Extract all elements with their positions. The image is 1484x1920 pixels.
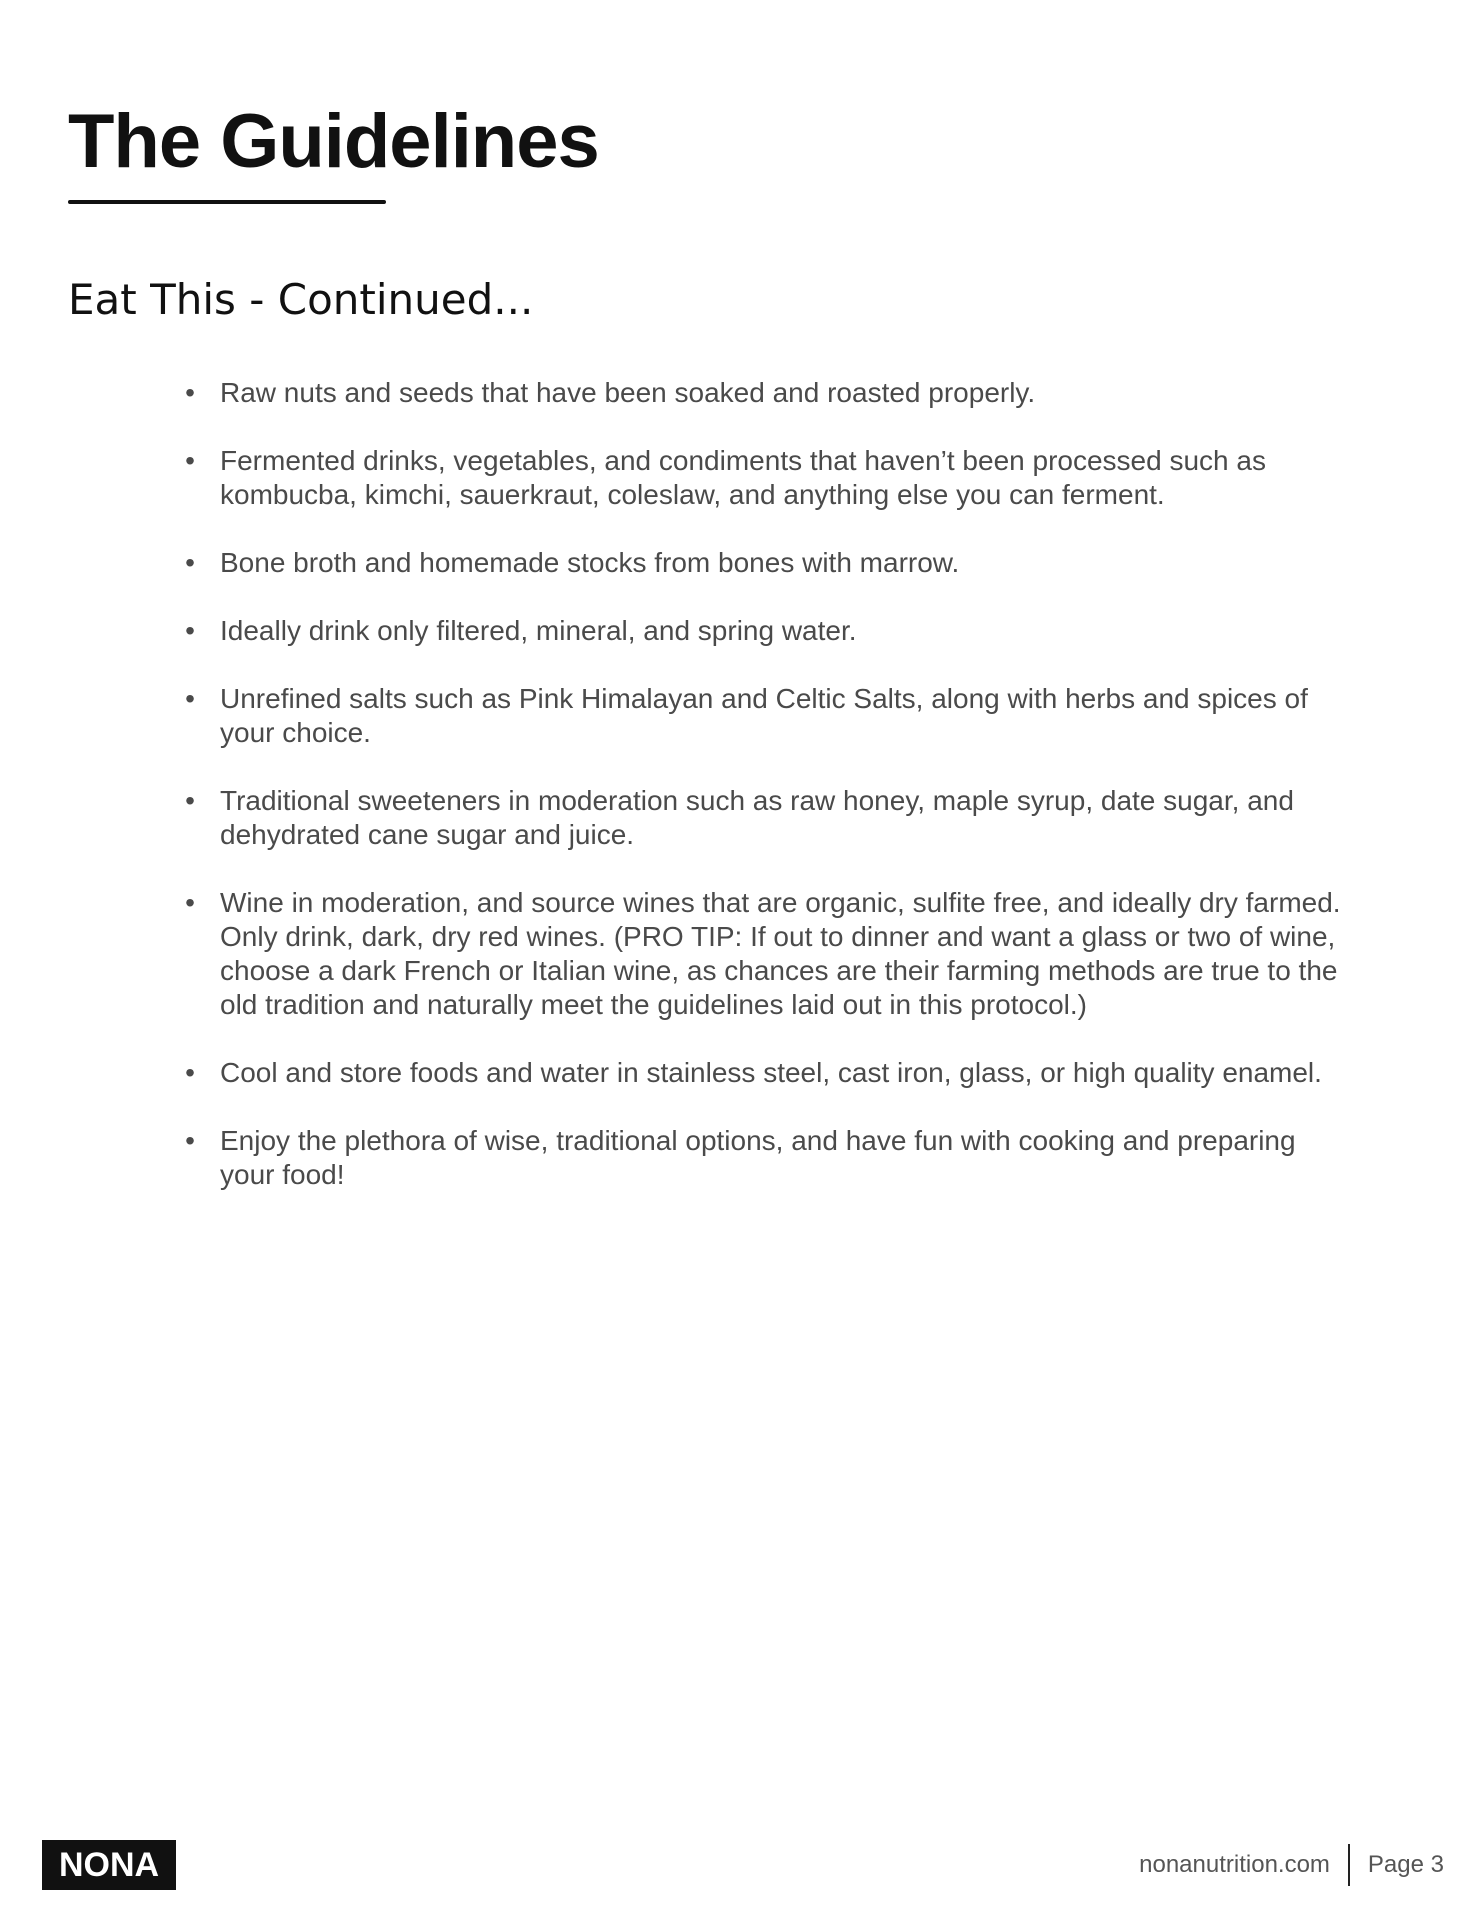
guideline-item — [185, 1124, 1350, 1192]
bullet-icon: • — [185, 1125, 195, 1156]
guideline-text: Bone broth and homemade stocks from bones with marrow. — [220, 547, 960, 578]
footer-divider — [1348, 1844, 1350, 1886]
guideline-item — [185, 1056, 1350, 1090]
nona-logo: NONA — [42, 1840, 176, 1890]
guideline-text: Fermented drinks, vegetables, and condiments that haven’t been processed such as kombucba, kimchi, sauerkraut, coleslaw, and anything else you can ferment. — [220, 445, 1266, 510]
bullet-icon: • — [185, 377, 195, 408]
page-number: Page 3 — [1367, 1851, 1444, 1878]
bullet-icon: • — [185, 1057, 195, 1088]
bullet-icon: • — [185, 547, 195, 578]
guideline-item — [185, 682, 1350, 750]
website-link[interactable]: nonanutrition.com — [1139, 1851, 1330, 1878]
guideline-text: Raw nuts and seeds that have been soaked and roasted properly. — [220, 377, 1036, 408]
bullet-icon: • — [185, 785, 195, 816]
guideline-text: Traditional sweeteners in moderation such as raw honey, maple syrup, date sugar, and dehydrated cane sugar and juice. — [220, 785, 1294, 850]
guideline-text: Unrefined salts such as Pink Himalayan and Celtic Salts, along with herbs and spices of your choice. — [220, 683, 1308, 748]
guideline-item — [185, 376, 1350, 410]
bullet-icon: • — [185, 445, 195, 476]
guideline-text: Cool and store foods and water in stainless steel, cast iron, glass, or high quality enamel. — [220, 1057, 1322, 1088]
bullet-icon: • — [185, 615, 195, 646]
guideline-item — [185, 784, 1350, 852]
guideline-item — [185, 886, 1350, 1022]
guideline-text: Ideally drink only filtered, mineral, and spring water. — [220, 615, 857, 646]
bullet-icon: • — [185, 887, 195, 918]
title-underline — [68, 200, 386, 204]
footer — [1139, 1844, 1444, 1886]
section-heading: Eat This - Continued... — [68, 275, 534, 324]
guideline-item — [185, 614, 1350, 648]
page-title: The Guidelines — [68, 99, 599, 184]
guideline-text: Enjoy the plethora of wise, traditional options, and have fun with cooking and preparing your food! — [220, 1125, 1296, 1190]
guideline-item — [185, 546, 1350, 580]
guideline-item — [185, 444, 1350, 512]
guideline-list — [185, 376, 1350, 1226]
bullet-icon: • — [185, 683, 195, 714]
guideline-text: Wine in moderation, and source wines that are organic, sulfite free, and ideally dry farmed. Only drink, dark, dry red wines. (PRO TIP: If out to dinner and want a glass or two of wine, choose a dark French or Italian wine, as chances are their farming methods are true to the old tradition and naturally meet the guidelines laid out in this protocol.) — [220, 887, 1341, 1020]
